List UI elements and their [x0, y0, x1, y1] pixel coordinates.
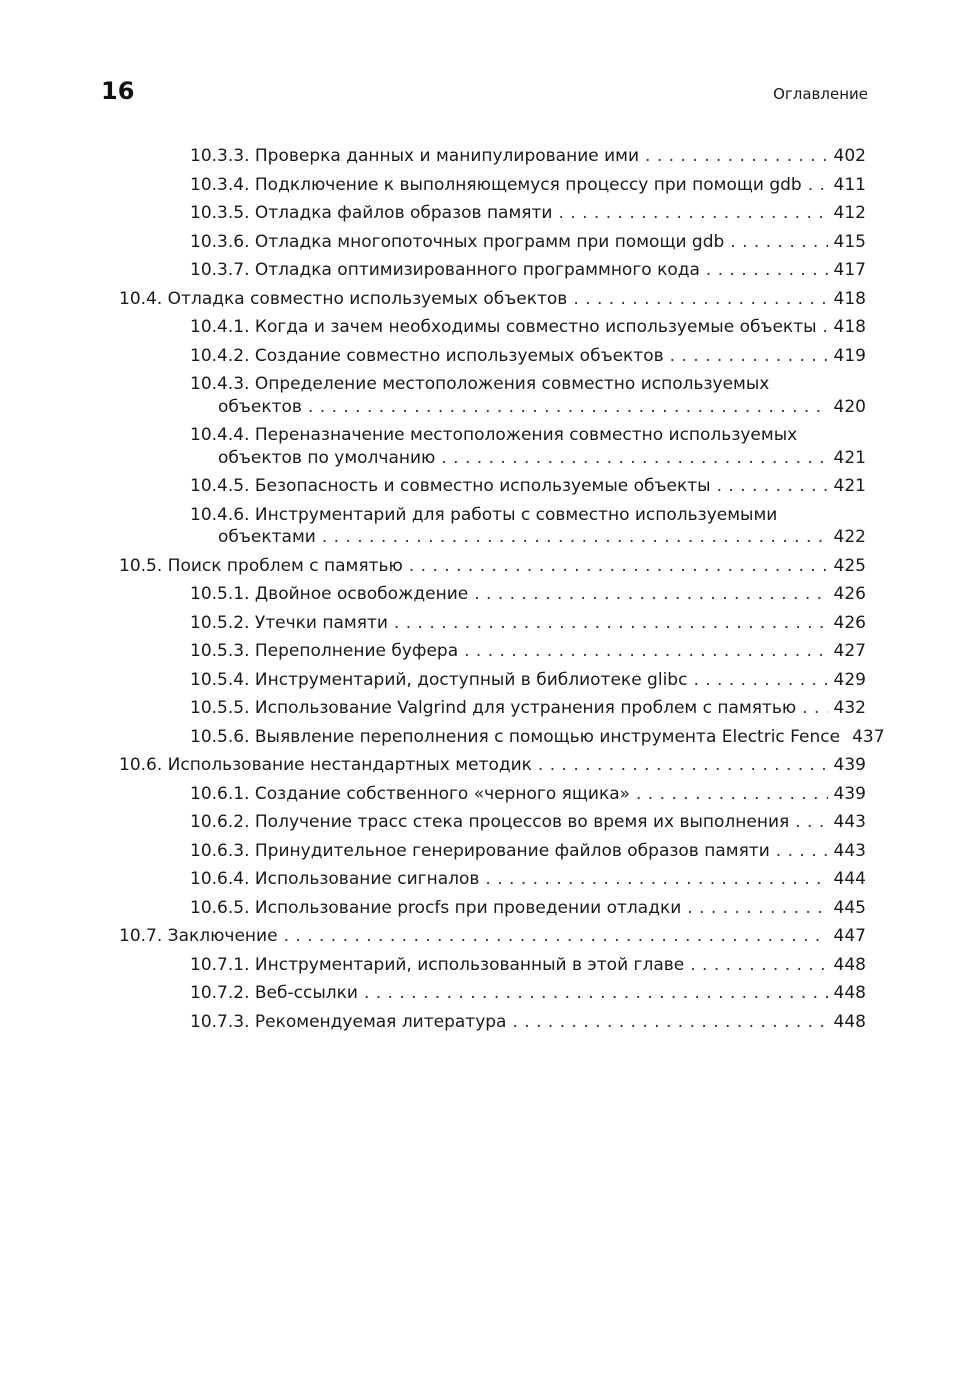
toc-entry-title: Принудительное генерирование файлов образов памяти: [254, 840, 770, 861]
toc-entry-number: 10.6.5.: [190, 897, 250, 918]
page-number: 16: [101, 77, 135, 105]
dot-leader: [512, 1008, 827, 1037]
dot-leader: [308, 393, 828, 422]
toc-entry-number: 10.3.3.: [190, 146, 250, 166]
toc-entry-title: Выявление переполнения с помощью инструмента Electric Fence: [254, 726, 841, 747]
toc-entry[interactable]: [190, 637, 974, 666]
toc-entry[interactable]: [119, 922, 974, 951]
toc-entry-heading: [190, 609, 388, 638]
toc-entry-number: 10.6.4.: [190, 869, 250, 889]
toc-entry-heading: [190, 313, 817, 342]
toc-entry-page: 417: [833, 260, 866, 280]
toc-entry-number: 10.7.3.: [190, 1011, 250, 1032]
toc-entry-number: 10.4.3.: [190, 374, 250, 394]
toc-entry-title: Переназначение местоположения совместно используемых: [254, 425, 798, 445]
toc-entry-title: Поиск проблем с памятью: [167, 555, 403, 576]
toc-entry-page: 426: [833, 584, 866, 604]
toc-entry[interactable]: [190, 837, 974, 866]
toc-entry-page: 419: [833, 345, 866, 366]
toc-entry[interactable]: [190, 228, 974, 257]
dot-leader: [474, 580, 827, 609]
toc-entry-page: 411: [833, 174, 866, 195]
toc-entry-number: 10.7.2.: [190, 983, 250, 1003]
dot-leader: [485, 865, 827, 894]
toc-entry-number: 10.6.3.: [190, 840, 250, 861]
toc-entry-number: 10.3.6.: [190, 231, 250, 252]
toc-entry[interactable]: [190, 694, 974, 723]
toc-entry-number: 10.4.4.: [190, 425, 250, 445]
toc-entry-title: Инструментарий, использованный в этой главе: [254, 954, 685, 975]
toc-entry[interactable]: [190, 171, 974, 200]
dot-leader: [693, 666, 827, 695]
toc-entry-heading: [190, 637, 458, 666]
toc-entry-heading: [190, 472, 711, 501]
toc-entry-page: 421: [833, 476, 866, 496]
toc-entry-title: Использование Valgrind для устранения проблем с памятью: [254, 698, 797, 718]
dot-leader: [573, 285, 827, 314]
dot-leader: [717, 472, 828, 501]
dot-leader: [730, 228, 827, 257]
toc-entry-continuation: объектами: [218, 527, 316, 547]
toc-entry-title: Рекомендуемая литература: [254, 1011, 507, 1032]
toc-entry-heading: [190, 780, 630, 809]
toc-entry[interactable]: [190, 142, 974, 171]
toc-entry-page: 427: [833, 641, 866, 661]
toc-entry-heading: [190, 256, 700, 285]
dot-leader: [558, 199, 827, 228]
dot-leader: [284, 922, 828, 951]
toc-entry[interactable]: [190, 421, 974, 472]
toc-entry-number: 10.5.2.: [190, 612, 250, 633]
toc-entry[interactable]: [119, 751, 974, 780]
toc-entry-title: Определение местоположения совместно используемых: [254, 374, 770, 394]
toc-entry-title: Переполнение буфера: [254, 641, 459, 661]
toc-entry-heading: [190, 1008, 506, 1037]
toc-entry-title: Двойное освобождение: [254, 584, 469, 604]
toc-entry[interactable]: [190, 723, 974, 752]
toc-entry-number: 10.4.6.: [190, 504, 250, 525]
toc-entry-page: 448: [833, 1011, 866, 1032]
toc-entry-number: 10.5.3.: [190, 641, 250, 661]
toc-entry[interactable]: [190, 342, 974, 371]
toc-entry-heading: [190, 580, 468, 609]
toc-entry[interactable]: [119, 285, 974, 314]
toc-entry-number: 10.4.: [119, 288, 163, 309]
toc-entry-title: Использование procfs при проведении отладки: [254, 897, 682, 918]
toc-entry-page: 443: [833, 840, 866, 861]
toc-entry-title: Веб-ссылки: [254, 983, 358, 1003]
toc-entry-number: 10.6.2.: [190, 812, 250, 832]
toc-entry-heading: [190, 894, 681, 923]
toc-entry[interactable]: [190, 256, 974, 285]
dot-leader: [706, 256, 828, 285]
toc-entry-number: 10.4.5.: [190, 476, 250, 496]
dot-leader: [394, 609, 828, 638]
toc-entry-heading: [190, 865, 479, 894]
toc-entry-title: Инструментарий для работы с совместно используемыми: [254, 504, 778, 525]
toc-entry-title: Безопасность и совместно используемые объекты: [254, 476, 711, 496]
toc-entry-continuation: объектов: [218, 396, 302, 417]
toc-entry-title: Отладка файлов образов памяти: [254, 203, 553, 223]
toc-entry-title: Отладка оптимизированного программного кода: [254, 260, 700, 280]
table-of-contents: [0, 142, 974, 1036]
toc-entry-page: 429: [833, 669, 866, 690]
dot-leader: [645, 142, 828, 171]
toc-entry-page: 421: [833, 447, 866, 468]
toc-entry[interactable]: [190, 313, 974, 342]
dot-leader: [464, 637, 827, 666]
toc-entry-title: Отладка совместно используемых объектов: [167, 288, 568, 309]
toc-entry[interactable]: [190, 894, 974, 923]
dot-leader: [795, 808, 827, 837]
toc-entry-number: 10.5.4.: [190, 669, 250, 690]
toc-entry-page: 448: [833, 954, 866, 975]
toc-entry-page: 443: [833, 812, 866, 832]
toc-entry-number: 10.5.: [119, 555, 163, 576]
toc-entry-heading: [190, 723, 840, 752]
toc-entry-heading: [190, 694, 796, 723]
toc-entry-title: Создание совместно используемых объектов: [254, 345, 664, 366]
toc-entry-page: 439: [833, 755, 866, 775]
toc-entry-title: Подключение к выполняющемуся процессу при помощи gdb: [254, 174, 802, 195]
toc-entry-heading: [190, 951, 684, 980]
dot-leader: [322, 523, 828, 552]
toc-entry-heading: [190, 837, 770, 866]
toc-entry-heading: [119, 285, 567, 314]
dot-leader: [636, 780, 828, 809]
toc-entry[interactable]: [190, 1008, 974, 1037]
toc-entry-number: 10.4.2.: [190, 345, 250, 366]
dot-leader: [409, 552, 828, 581]
toc-entry-number: 10.5.5.: [190, 698, 250, 718]
dot-leader: [441, 444, 827, 473]
toc-entry-heading: [190, 979, 358, 1008]
toc-entry-heading: [190, 171, 802, 200]
toc-entry-page: 439: [833, 783, 866, 804]
toc-entry-page: 447: [833, 926, 866, 946]
toc-entry-title: Создание собственного «черного ящика»: [254, 783, 631, 804]
dot-leader: [538, 751, 828, 780]
toc-entry-title: Заключение: [167, 926, 278, 946]
toc-entry-page: 425: [833, 555, 866, 576]
toc-entry[interactable]: [190, 609, 974, 638]
toc-entry-heading: [119, 922, 278, 951]
toc-entry-title: Когда и зачем необходимы совместно используемые объекты: [254, 317, 817, 337]
toc-entry-number: 10.3.7.: [190, 260, 250, 280]
toc-entry[interactable]: [119, 552, 974, 581]
toc-entry[interactable]: [190, 979, 974, 1008]
toc-entry-number: 10.7.: [119, 926, 163, 946]
running-header: Оглавление: [773, 85, 868, 103]
toc-entry[interactable]: [190, 865, 974, 894]
toc-entry-page: 402: [833, 146, 866, 166]
toc-entry-title: Утечки памяти: [254, 612, 388, 633]
toc-entry-page: 437: [852, 726, 885, 747]
toc-entry[interactable]: [190, 501, 974, 552]
toc-entry-number: 10.5.1.: [190, 584, 250, 604]
toc-entry-number: 10.4.1.: [190, 317, 250, 337]
toc-entry-page: 448: [833, 983, 866, 1003]
toc-entry-page: 444: [833, 869, 866, 889]
toc-entry-title: Инструментарий, доступный в библиотеке glibc: [254, 669, 688, 690]
toc-entry[interactable]: [190, 370, 974, 421]
toc-entry-page: 432: [833, 698, 866, 718]
toc-entry-heading: [190, 808, 789, 837]
toc-entry-title: Использование сигналов: [254, 869, 480, 889]
toc-entry[interactable]: [190, 580, 974, 609]
dot-leader: [364, 979, 828, 1008]
toc-entry-number: 10.7.1.: [190, 954, 250, 975]
dot-leader: [802, 694, 827, 723]
toc-entry[interactable]: [190, 472, 974, 501]
toc-entry-number: 10.3.5.: [190, 203, 250, 223]
toc-entry-page: 418: [833, 317, 866, 337]
toc-entry-title: Получение трасс стека процессов во время их выполнения: [254, 812, 790, 832]
toc-entry-continuation: объектов по умолчанию: [218, 447, 436, 468]
dot-leader: [690, 951, 827, 980]
toc-entry[interactable]: [190, 951, 974, 980]
toc-entry-number: 10.3.4.: [190, 174, 250, 195]
dot-leader: [808, 171, 828, 200]
toc-entry[interactable]: [190, 666, 974, 695]
toc-entry[interactable]: [190, 780, 974, 809]
toc-entry-heading: [190, 199, 552, 228]
dot-leader: [776, 837, 828, 866]
toc-entry-page: 426: [833, 612, 866, 633]
dot-leader: [687, 894, 827, 923]
toc-entry-page: 445: [833, 897, 866, 918]
toc-entry-page: 415: [833, 231, 866, 252]
dot-leader: [670, 342, 828, 371]
toc-entry-heading: [190, 342, 664, 371]
toc-entry-title: Отладка многопоточных программ при помощи gdb: [254, 231, 725, 252]
toc-entry-page: 420: [833, 396, 866, 417]
toc-entry-title: Использование нестандартных методик: [167, 755, 532, 775]
toc-entry-page: 418: [833, 288, 866, 309]
toc-entry[interactable]: [190, 808, 974, 837]
toc-entry-page: 412: [833, 203, 866, 223]
toc-entry[interactable]: [190, 199, 974, 228]
toc-entry-heading: [119, 751, 532, 780]
toc-entry-title: Проверка данных и манипулирование ими: [254, 146, 640, 166]
toc-entry-number: 10.5.6.: [190, 726, 250, 747]
toc-entry-page: 422: [833, 527, 866, 547]
toc-entry-heading: [190, 142, 639, 171]
toc-entry-number: 10.6.1.: [190, 783, 250, 804]
dot-leader: [823, 313, 828, 342]
toc-entry-number: 10.6.: [119, 755, 163, 775]
toc-entry-heading: [190, 666, 687, 695]
toc-entry-heading: [190, 228, 724, 257]
toc-entry-heading: [119, 552, 403, 581]
